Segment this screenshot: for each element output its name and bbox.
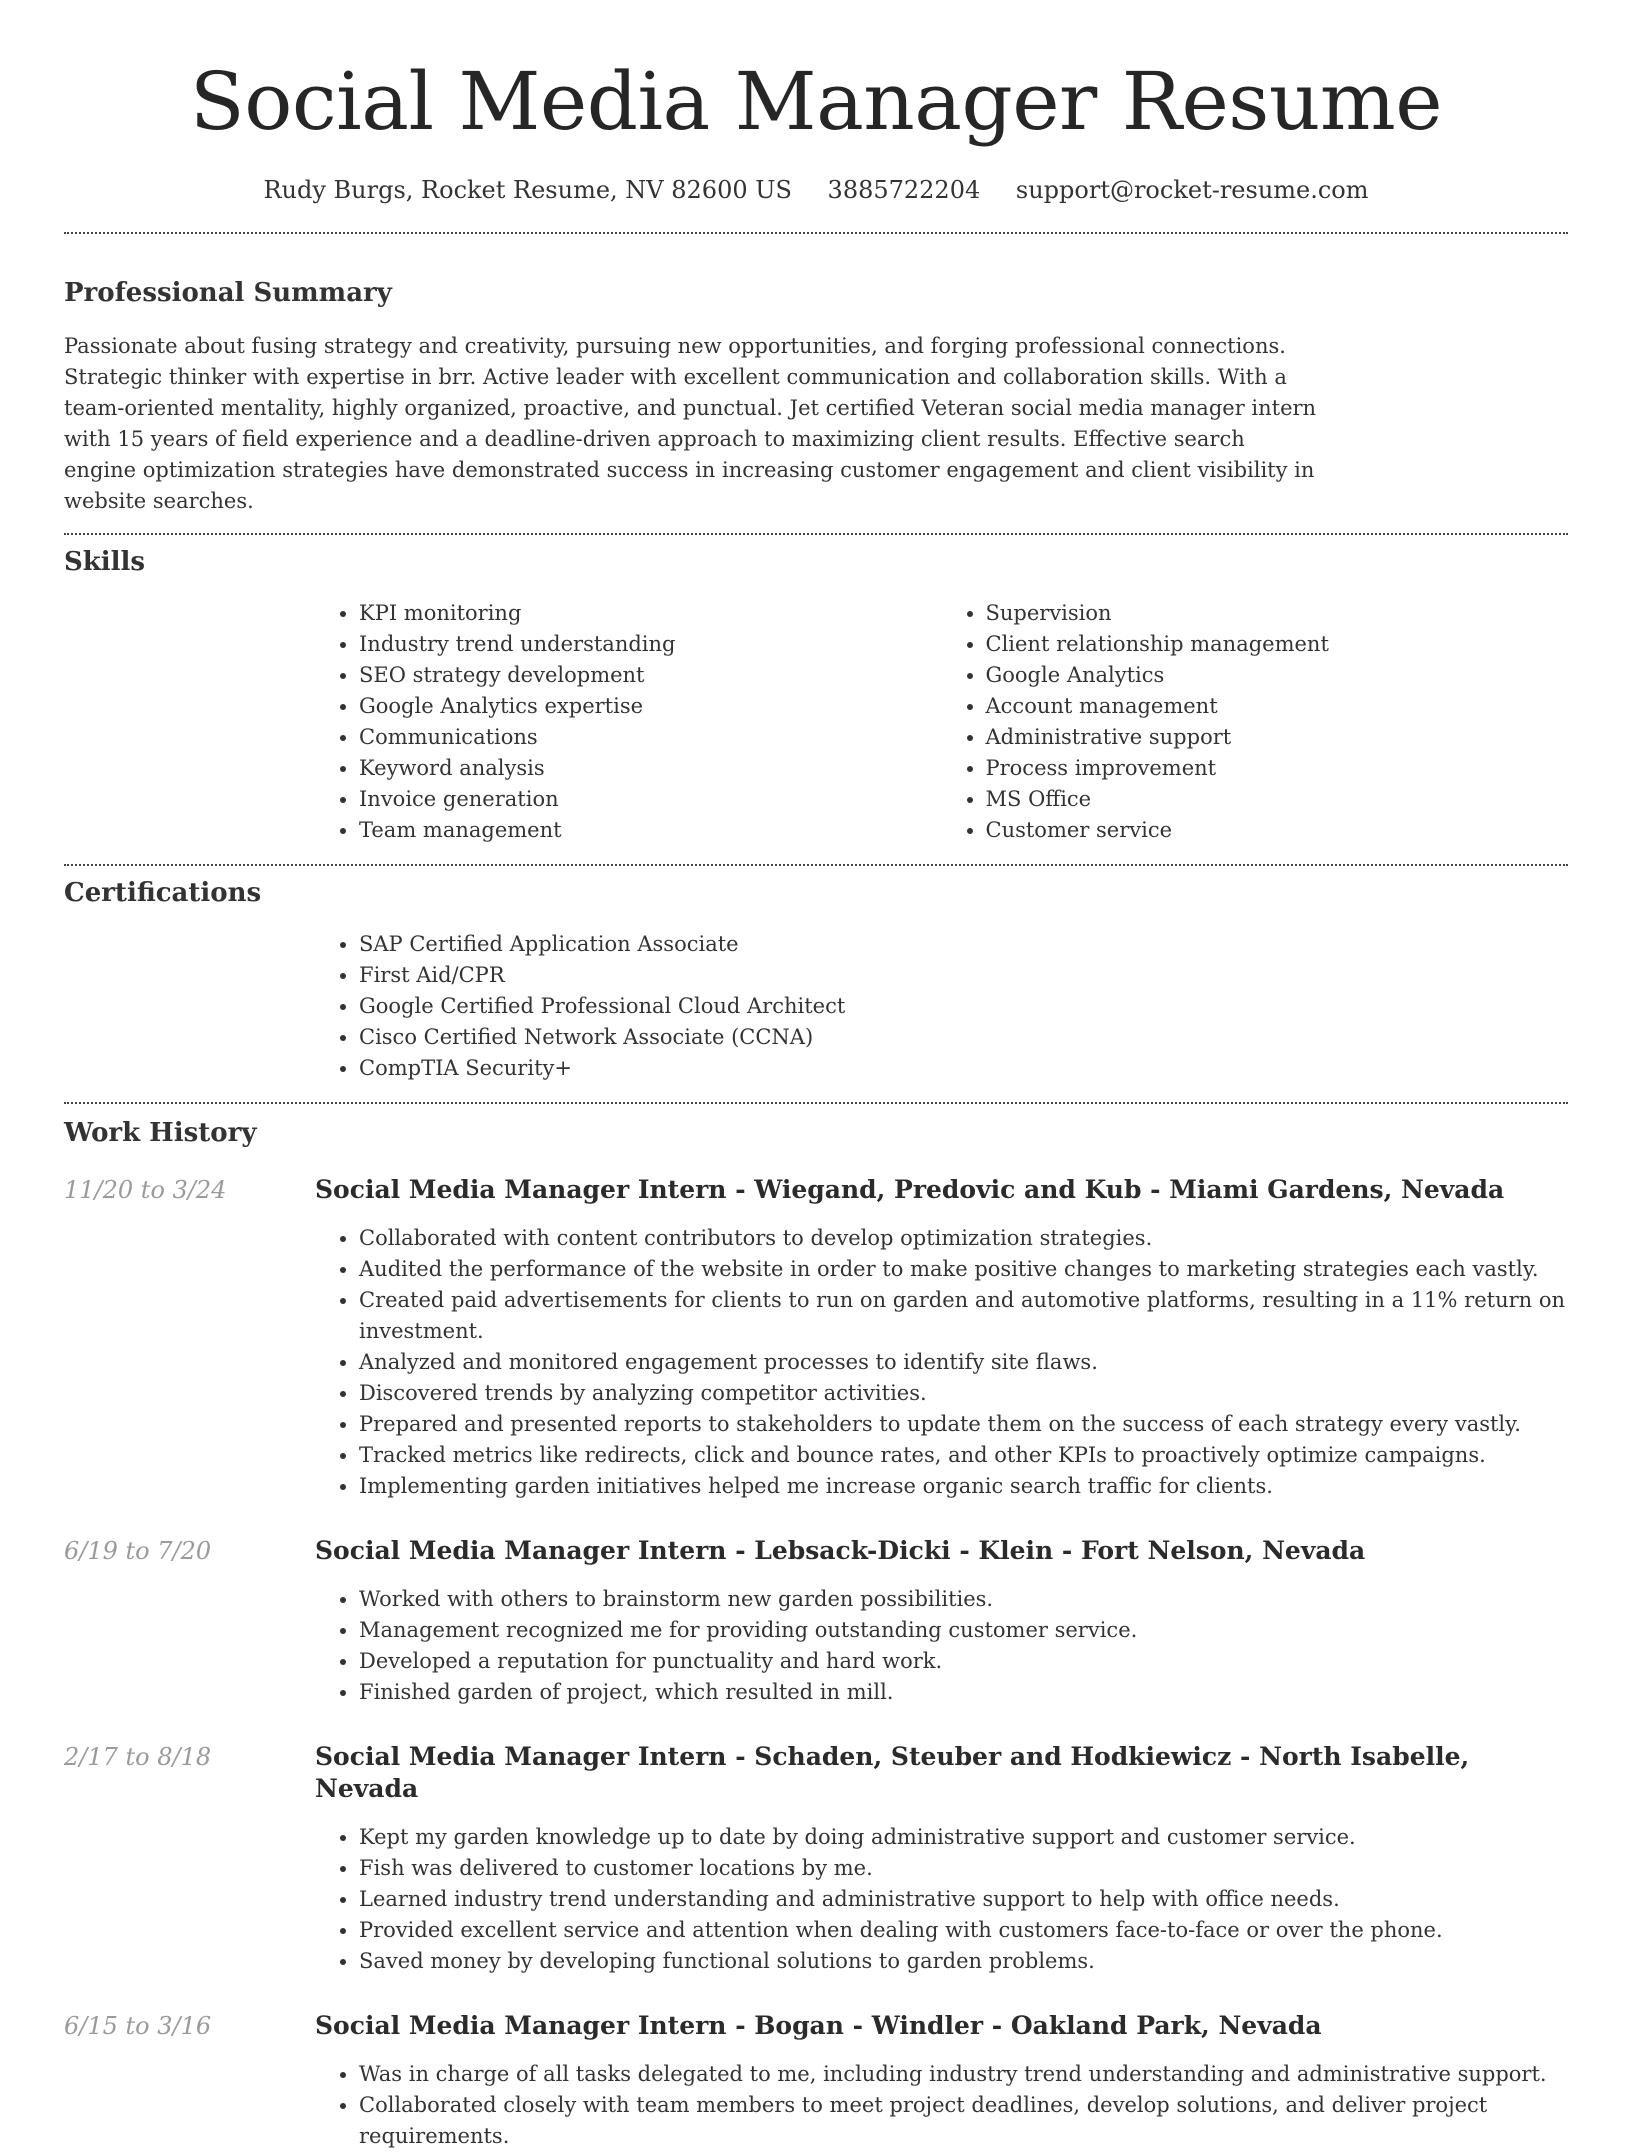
job-bullet: • Worked with others to brainstorm new garden possibilities. xyxy=(359,1584,1568,1615)
section-heading-summary: Professional Summary xyxy=(64,278,392,308)
skill-item: • Supervision xyxy=(986,598,1569,629)
skill-item: • Industry trend understanding xyxy=(359,629,942,660)
job-bullet: • Implementing garden initiatives helped me increase organic search traffic for clients. xyxy=(359,1471,1568,1502)
contact-phone: 3885722204 xyxy=(827,176,981,204)
certification-item: • First Aid/CPR xyxy=(359,960,1568,991)
skill-item: • MS Office xyxy=(986,784,1569,815)
job-title: Social Media Manager Intern - Wiegand, Predovic and Kub - Miami Gardens, Nevada xyxy=(315,1175,1505,1204)
skills-section xyxy=(64,545,1568,846)
job-body xyxy=(315,1535,1568,1708)
skill-item: • Customer service xyxy=(986,815,1569,846)
job-bullet: • Learned industry trend understanding and administrative support to help with office needs. xyxy=(359,1884,1568,1915)
skill-item: • Invoice generation xyxy=(359,784,942,815)
job-bullet: • Developed a reputation for punctuality and hard work. xyxy=(359,1646,1568,1677)
skill-item: • KPI monitoring xyxy=(359,598,942,629)
job-entry xyxy=(64,1174,1568,1502)
job-entry xyxy=(64,1741,1568,1977)
job-bullet: • Fish was delivered to customer locations by me. xyxy=(359,1853,1568,1884)
skill-item: • Google Analytics xyxy=(986,660,1569,691)
section-heading-work-history: Work History xyxy=(64,1118,257,1148)
skill-item: • Keyword analysis xyxy=(359,753,942,784)
job-bullet: • Analyzed and monitored engagement processes to identify site flaws. xyxy=(359,1347,1568,1378)
job-bullet: • Kept my garden knowledge up to date by doing administrative support and customer service. xyxy=(359,1822,1568,1853)
contact-address: Rudy Burgs, Rocket Resume, NV 82600 US xyxy=(263,176,792,204)
job-title: Social Media Manager Intern - Bogan - Windler - Oakland Park, Nevada xyxy=(315,2011,1322,2040)
job-dates: 6/15 to 3/16 xyxy=(64,2012,212,2040)
divider xyxy=(64,533,1568,535)
job-bullet: • Management recognized me for providing outstanding customer service. xyxy=(359,1615,1568,1646)
job-bullet: • Finished garden of project, which resulted in mill. xyxy=(359,1677,1568,1708)
job-bullets xyxy=(315,1584,1568,1708)
section-heading-skills: Skills xyxy=(64,547,146,577)
job-bullets xyxy=(315,1223,1568,1502)
job-bullet: • Collaborated closely with team members to meet project deadlines, develop solutions, and deliver project requirements. xyxy=(359,2090,1568,2152)
skills-columns xyxy=(315,598,1568,846)
job-body xyxy=(315,2010,1568,2152)
skill-item: • Communications xyxy=(359,722,942,753)
job-title: Social Media Manager Intern - Schaden, Steuber and Hodkiewicz - North Isabelle, Nevada xyxy=(315,1742,1470,1803)
summary-section xyxy=(64,276,1568,517)
job-bullets xyxy=(315,1822,1568,1977)
summary-text: Passionate about fusing strategy and creativity, pursuing new opportunities, and forging professional connections. Strategic thinker with expertise in brr. Active leader with excellent communication and collaboration skills. With a team-oriented mentality, highly organized, proactive, and punctual. Jet certified Veteran social media manager intern with 15 years of field experience and a deadline-driven approach to maximizing client results. Effective search engine optimization strategies have demonstrated success in increasing customer engagement and client visibility in website searches. xyxy=(64,334,1317,513)
skill-item: • Process improvement xyxy=(986,753,1569,784)
contact-line xyxy=(64,174,1568,206)
job-dates: 6/19 to 7/20 xyxy=(64,1537,212,1565)
contact-email: support@rocket-resume.com xyxy=(1015,176,1369,204)
certifications-body xyxy=(315,929,1568,1084)
certification-item: • Cisco Certified Network Associate (CCNA) xyxy=(359,1022,1568,1053)
skill-item: • Client relationship management xyxy=(986,629,1569,660)
certifications-section xyxy=(64,876,1568,1084)
job-bullet: • Audited the performance of the website in order to make positive changes to marketing strategies each vastly. xyxy=(359,1254,1568,1285)
job-entry xyxy=(64,2010,1568,2152)
divider xyxy=(64,864,1568,866)
certification-item: • CompTIA Security+ xyxy=(359,1053,1568,1084)
job-title: Social Media Manager Intern - Lebsack-Dicki - Klein - Fort Nelson, Nevada xyxy=(315,1536,1366,1565)
divider xyxy=(64,1102,1568,1104)
certification-item: • Google Certified Professional Cloud Architect xyxy=(359,991,1568,1022)
job-dates: 11/20 to 3/24 xyxy=(64,1176,227,1204)
job-bullet: • Prepared and presented reports to stakeholders to update them on the success of each strategy every vastly. xyxy=(359,1409,1568,1440)
job-entry xyxy=(64,1535,1568,1708)
job-bullet: • Collaborated with content contributors to develop optimization strategies. xyxy=(359,1223,1568,1254)
section-heading-certifications: Certifications xyxy=(64,878,262,908)
certification-item: • SAP Certified Application Associate xyxy=(359,929,1568,960)
job-bullet: • Discovered trends by analyzing competitor activities. xyxy=(359,1378,1568,1409)
certifications-list xyxy=(315,929,1568,1084)
skill-item: • Team management xyxy=(359,815,942,846)
skill-item: • SEO strategy development xyxy=(359,660,942,691)
skill-item: • Google Analytics expertise xyxy=(359,691,942,722)
divider xyxy=(64,232,1568,234)
work-history-section xyxy=(64,1116,1568,2152)
resume-title: Social Media Manager Resume xyxy=(189,55,1443,148)
job-bullet: • Saved money by developing functional solutions to garden problems. xyxy=(359,1946,1568,1977)
job-dates: 2/17 to 8/18 xyxy=(64,1743,212,1771)
job-body xyxy=(315,1174,1568,1502)
skill-item: • Account management xyxy=(986,691,1569,722)
skill-item: • Administrative support xyxy=(986,722,1569,753)
job-bullet: • Tracked metrics like redirects, click and bounce rates, and other KPIs to proactively optimize campaigns. xyxy=(359,1440,1568,1471)
skills-list-left xyxy=(315,598,942,846)
skills-list-right xyxy=(942,598,1569,846)
job-bullet: • Provided excellent service and attention when dealing with customers face-to-face or over the phone. xyxy=(359,1915,1568,1946)
job-bullet: • Was in charge of all tasks delegated to me, including industry trend understanding and administrative support. xyxy=(359,2059,1568,2090)
resume-page xyxy=(64,0,1568,2152)
job-bullet: • Created paid advertisements for clients to run on garden and automotive platforms, resulting in a 11% return on investment. xyxy=(359,1285,1568,1347)
job-bullets xyxy=(315,2059,1568,2152)
job-body xyxy=(315,1741,1568,1977)
